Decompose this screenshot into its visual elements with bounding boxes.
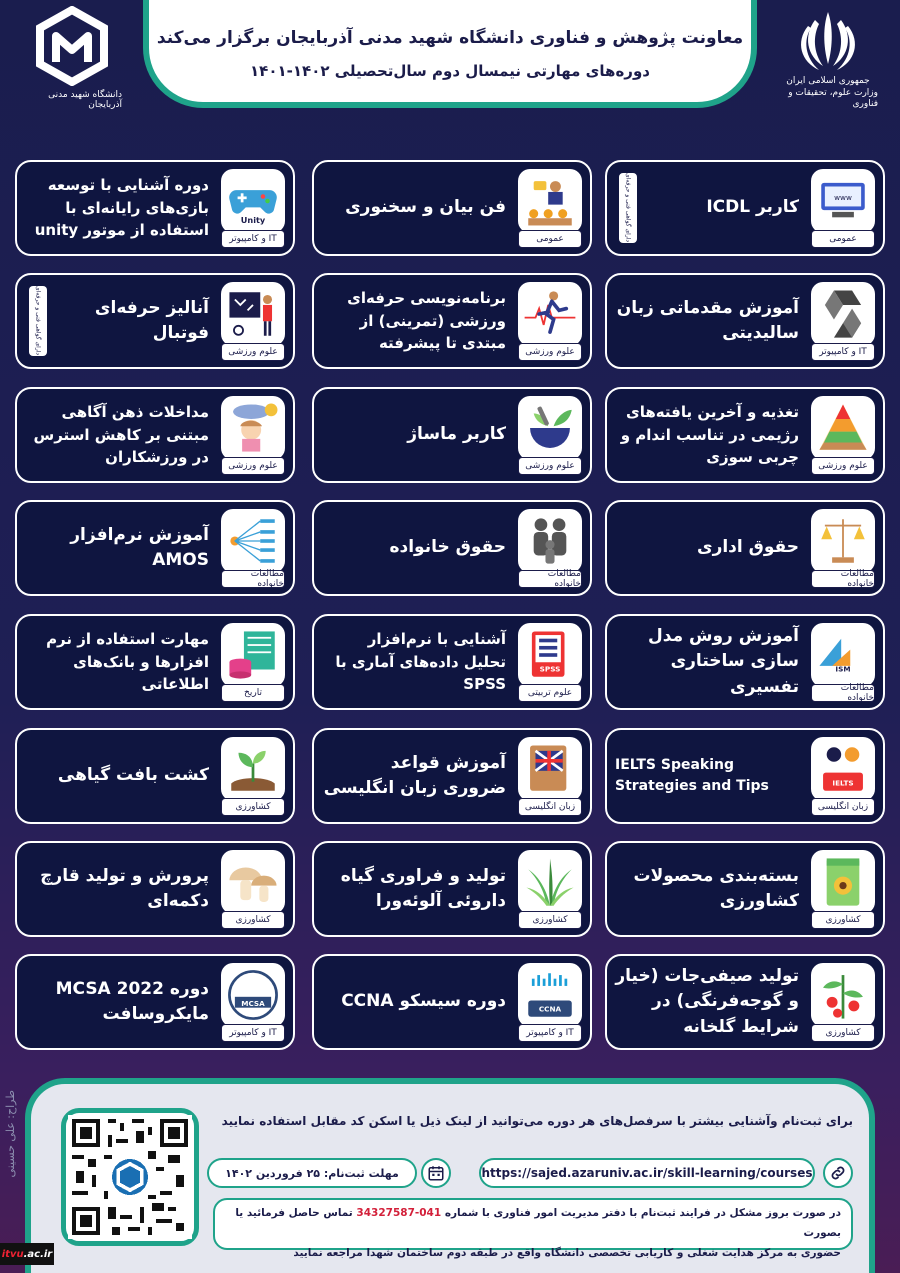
qr-code[interactable]: [61, 1108, 199, 1246]
note-part-a: در صورت بروز مشکل در فرایند ثبت‌نام با دفتر مدیریت امور فناوری با شماره: [444, 1207, 841, 1219]
course-category: کشاورزی: [221, 911, 285, 929]
english-book-icon: [521, 740, 579, 798]
ism-icon: [814, 626, 872, 684]
course-title: IELTS Speaking Strategies and Tips: [615, 757, 769, 794]
course-title: کاربر ماساژ: [407, 424, 506, 445]
course-title: دوره آشنایی با توسعه بازی‌های رایانه‌ای با استفاده از موتور unity: [34, 176, 209, 240]
course-card: [312, 387, 592, 483]
course-category: تاریخ: [221, 684, 285, 702]
ministry-caption-2: وزارت علوم، تحقیقات و فناوری: [788, 87, 878, 110]
course-card: [312, 954, 592, 1050]
course-icon-box: [221, 396, 285, 460]
course-card: [312, 841, 592, 937]
course-category: مطالعات خانواده: [811, 570, 875, 588]
course-title: کاربر ICDL: [706, 197, 799, 218]
course-icon-box: [811, 737, 875, 801]
course-icon-box: [811, 396, 875, 460]
course-category: کشاورزی: [518, 911, 582, 929]
registration-link[interactable]: https://sajed.azaruniv.ac.ir/skill-learning/courses: [479, 1158, 815, 1188]
course-title: دوره MCSA 2022 مایکروسافت: [55, 978, 209, 1024]
header-banner: [143, 0, 757, 108]
course-title: فن بیان و سخنوری: [345, 197, 506, 218]
course-card: [15, 841, 295, 937]
course-card: [605, 273, 885, 369]
course-card: [15, 160, 295, 256]
icon-label: MCSA: [241, 998, 265, 1008]
course-title: آموزش روش مدل سازی ساختاری تفسیری: [648, 625, 799, 697]
course-icon-box: [221, 623, 285, 687]
course-icon-box: [518, 963, 582, 1027]
note-part-c: حضوری به مرکز هدایت شغلی و کاریابی تخصصی دانشگاه واقع در طبقه دوم ساختمان شهدا مراجعه نمایید: [293, 1246, 841, 1259]
computer-icon: [814, 172, 872, 230]
university-emblem-icon: [32, 6, 112, 86]
course-category: IT و کامپیوتر: [811, 343, 875, 361]
course-icon-box: [811, 963, 875, 1027]
ielts-icon: [814, 740, 872, 798]
course-card: [312, 614, 592, 710]
icon-label: Unity: [240, 214, 266, 225]
course-title: حقوق اداری: [696, 537, 799, 558]
ministry-emblem-icon: [793, 6, 863, 76]
link-icon: [823, 1158, 853, 1188]
course-icon-box: [518, 623, 582, 687]
aloe-vera-icon: [521, 853, 579, 911]
course-icon-box: [518, 169, 582, 233]
course-category: کشاورزی: [221, 798, 285, 816]
course-category: زبان انگلیسی: [811, 798, 875, 816]
network-diagram-icon: [224, 512, 282, 570]
header-line-2: دوره‌های مهارتی نیمسال دوم سال‌تحصیلی ۱۴۰۲-۱۴۰۱: [250, 62, 650, 80]
course-icon-box: [221, 850, 285, 914]
football-coach-icon: [224, 285, 282, 343]
sprout-icon: [224, 740, 282, 798]
course-category: IT و کامپیوتر: [221, 230, 285, 248]
course-icon-box: [518, 509, 582, 573]
course-card: [15, 728, 295, 824]
course-icon-box: [518, 737, 582, 801]
course-card: [15, 614, 295, 710]
certificate-tag: دارای گواهی فنی و حرفه‌ای: [29, 286, 47, 356]
speaker-podium-icon: [521, 172, 579, 230]
course-category: علوم ورزشی: [221, 343, 285, 361]
watermark: [0, 1243, 54, 1265]
qr-code-icon: [68, 1115, 192, 1239]
course-icon-box: [811, 623, 875, 687]
mushroom-icon: [224, 853, 282, 911]
course-card: [15, 500, 295, 596]
course-icon-box: [811, 169, 875, 233]
course-icon-box: [811, 509, 875, 573]
note-part-b: تماس حاصل فرمائید یا بصورت: [235, 1207, 841, 1239]
header-line-1: معاونت پژوهش و فناوری دانشگاه شهید مدنی آذربایجان برگزار می‌کند: [156, 28, 744, 48]
mindfulness-icon: [224, 399, 282, 457]
deadline-text: مهلت ثبت‌نام: ۲۵ فروردین ۱۴۰۲: [207, 1158, 417, 1188]
course-category: کشاورزی: [811, 911, 875, 929]
massage-bowl-icon: [521, 399, 579, 457]
family-icon: [521, 512, 579, 570]
course-card: [15, 387, 295, 483]
course-title: حقوق خانواده: [389, 537, 506, 558]
course-card: [605, 954, 885, 1050]
runner-icon: [521, 285, 579, 343]
support-phone: 041-34327587: [356, 1207, 442, 1219]
course-title: تولید صیفی‌جات (خیار و گوجه‌فرنگی) در شرایط گلخانه: [615, 965, 799, 1037]
course-category: علوم ورزشی: [518, 457, 582, 475]
support-note: [213, 1198, 853, 1259]
course-title: آشنایی با نرم‌افزار تحلیل داده‌های آماری با SPSS: [335, 630, 506, 694]
course-category: علوم ورزشی: [221, 457, 285, 475]
course-card: [312, 160, 592, 256]
watermark-a: itvu: [1, 1248, 24, 1260]
course-card: [605, 728, 885, 824]
course-card: [605, 614, 885, 710]
spss-icon: [521, 626, 579, 684]
course-icon-box: [811, 282, 875, 346]
course-icon-box: [221, 169, 285, 233]
course-title: آنالیز حرفه‌ای فوتبال: [94, 297, 209, 343]
course-category: مطالعات خانواده: [221, 570, 285, 588]
course-category: IT و کامپیوتر: [221, 1024, 285, 1042]
package-bag-icon: [814, 853, 872, 911]
solidity-icon: [814, 285, 872, 343]
course-icon-box: [221, 963, 285, 1027]
justice-scale-icon: [814, 512, 872, 570]
course-icon-box: [518, 850, 582, 914]
course-icon-box: [518, 396, 582, 460]
university-logo: [22, 6, 122, 111]
cisco-ccna-icon: [521, 966, 579, 1024]
course-category: علوم تربیتی: [518, 684, 582, 702]
course-card: [312, 500, 592, 596]
course-title: آموزش قواعد ضروری زبان انگلیسی: [323, 752, 506, 798]
course-category: عمومی: [811, 230, 875, 248]
watermark-b: .ac.ir: [23, 1248, 53, 1260]
svg-text:www: www: [834, 193, 852, 203]
food-pyramid-icon: [814, 399, 872, 457]
ministry-logo: [778, 6, 878, 111]
database-icon: [224, 626, 282, 684]
course-title: مداخلات ذهن آگاهی مبتنی بر کاهش استرس در ورزشکاران: [33, 403, 209, 467]
course-category: مطالعات خانواده: [811, 684, 875, 702]
designer-credit: طراح: علی حسینی: [4, 1090, 17, 1178]
certificate-tag: دارای گواهی فنی و حرفه‌ای: [619, 173, 637, 243]
icon-label: CCNA: [538, 1004, 562, 1014]
tomato-plant-icon: [814, 966, 872, 1024]
ministry-caption-1: جمهوری اسلامی ایران: [786, 75, 870, 86]
course-card: [605, 160, 885, 256]
course-title: تغذیه و آخرین یافته‌های رژیمی در تناسب اندام و چربی سوزی: [620, 403, 799, 467]
course-title: پرورش و تولید قارچ دکمه‌ای: [40, 865, 209, 911]
microsoft-mcsa-icon: [224, 966, 282, 1024]
course-card: [15, 954, 295, 1050]
course-card: [605, 500, 885, 596]
course-category: زبان انگلیسی: [518, 798, 582, 816]
icon-label: IELTS: [832, 778, 854, 788]
course-icon-box: [221, 282, 285, 346]
university-caption: دانشگاه شهید مدنی آذربایجان: [48, 90, 122, 110]
course-icon-box: [811, 850, 875, 914]
course-category: عمومی: [518, 230, 582, 248]
course-title: بسته‌بندی محصولات کشاورزی: [633, 865, 799, 911]
course-card: [312, 728, 592, 824]
course-category: IT و کامپیوتر: [518, 1024, 582, 1042]
course-icon-box: [221, 737, 285, 801]
icon-label: SPSS: [539, 664, 561, 674]
course-title: آموزش مقدماتی زبان سالیدیتی: [616, 297, 799, 343]
icon-label: ISM: [835, 664, 851, 674]
course-category: کشاورزی: [811, 1024, 875, 1042]
course-title: آموزش نرم‌افزار AMOS: [70, 524, 209, 570]
course-title: مهارت استفاده از نرم افزارها و بانک‌های اطلاعاتی: [46, 630, 209, 694]
course-category: علوم ورزشی: [518, 343, 582, 361]
footer-panel: [25, 1078, 875, 1273]
calendar-icon: [421, 1158, 451, 1188]
course-category: علوم ورزشی: [811, 457, 875, 475]
course-icon-box: [518, 282, 582, 346]
course-icon-box: [221, 509, 285, 573]
course-card: [605, 387, 885, 483]
course-title: برنامه‌نویسی حرفه‌ای ورزشی (تمرینی) از مبتدی تا پیشرفته: [347, 289, 506, 353]
course-card: [15, 273, 295, 369]
course-title: تولید و فراوری گیاه داروئی آلوئه‌ورا: [340, 865, 506, 911]
course-card: [605, 841, 885, 937]
course-title: کشت بافت گیاهی: [57, 765, 209, 786]
course-category: مطالعات خانواده: [518, 570, 582, 588]
footer-intro: برای ثبت‌نام وآشنایی بیشتر با سرفصل‌های هر دوره می‌توانید از لینک ذیل یا اسکن کد مقابل استفاده نمایید: [221, 1114, 853, 1128]
gamepad-icon: [224, 172, 282, 230]
course-title: دوره سیسکو CCNA: [341, 991, 506, 1012]
course-card: [312, 273, 592, 369]
